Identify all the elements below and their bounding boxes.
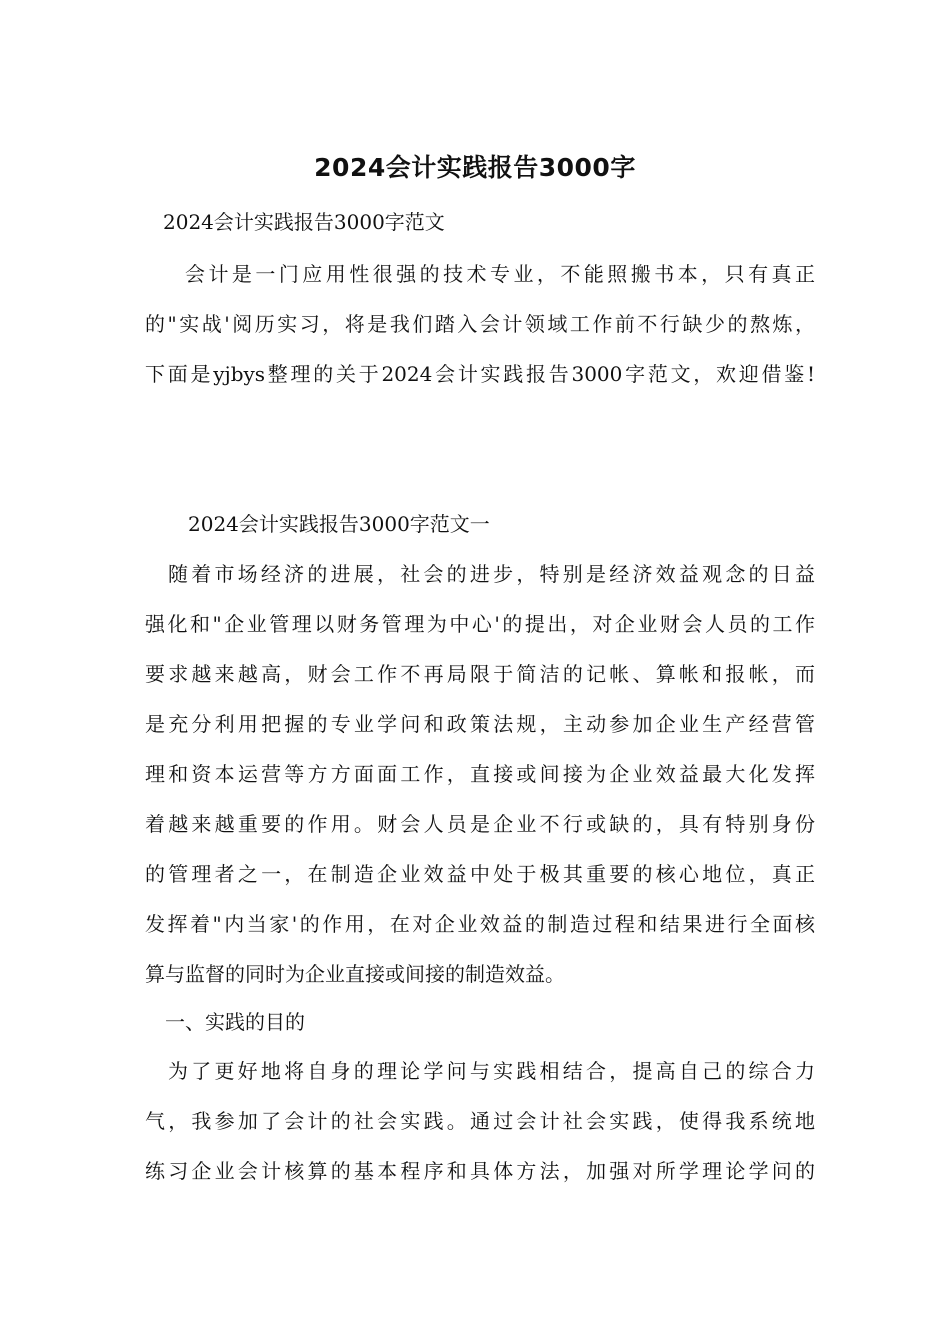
- purpose-heading: 一、实践的目的: [165, 1010, 305, 1034]
- intro-line-3: 下面是yjbys整理的关于2024会计实践报告3000字范文，欢迎借鉴!: [145, 362, 815, 386]
- body-line-1: 随着市场经济的进展，社会的进步，特别是经济效益观念的日益: [168, 562, 815, 586]
- document-title: 2024会计实践报告3000字: [314, 153, 636, 182]
- document-subtitle: 2024会计实践报告3000字范文: [163, 210, 445, 234]
- body-line-3: 要求越来越高，财会工作不再局限于简洁的记帐、算帐和报帐，而: [145, 662, 815, 686]
- purpose-line-3: 练习企业会计核算的基本程序和具体方法，加强对所学理论学问的: [145, 1159, 815, 1183]
- body-line-9: 算与监督的同时为企业直接或间接的制造效益。: [145, 962, 565, 986]
- body-line-6: 着越来越重要的作用。财会人员是企业不行或缺的，具有特别身份: [145, 812, 815, 836]
- body-line-7: 的管理者之一，在制造企业效益中处于极其重要的核心地位，真正: [145, 862, 815, 886]
- body-line-2: 强化和"企业管理以财务管理为中心'的提出，对企业财会人员的工作: [145, 612, 815, 636]
- purpose-line-2: 气，我参加了会计的社会实践。通过会计社会实践，使得我系统地: [145, 1109, 815, 1133]
- body-line-5: 理和资本运营等方方面面工作，直接或间接为企业效益最大化发挥: [145, 762, 815, 786]
- purpose-line-1: 为了更好地将自身的理论学问与实践相结合，提高自己的综合力: [168, 1059, 815, 1083]
- intro-line-1: 会计是一门应用性很强的技术专业，不能照搬书本，只有真正: [185, 262, 815, 286]
- intro-line-2: 的"实战'阅历实习，将是我们踏入会计领域工作前不行缺少的熬炼，: [145, 312, 815, 336]
- section-heading: 2024会计实践报告3000字范文一: [188, 512, 490, 536]
- body-line-4: 是充分利用把握的专业学问和政策法规，主动参加企业生产经营管: [145, 712, 815, 736]
- body-line-8: 发挥着"内当家'的作用，在对企业效益的制造过程和结果进行全面核: [145, 912, 815, 936]
